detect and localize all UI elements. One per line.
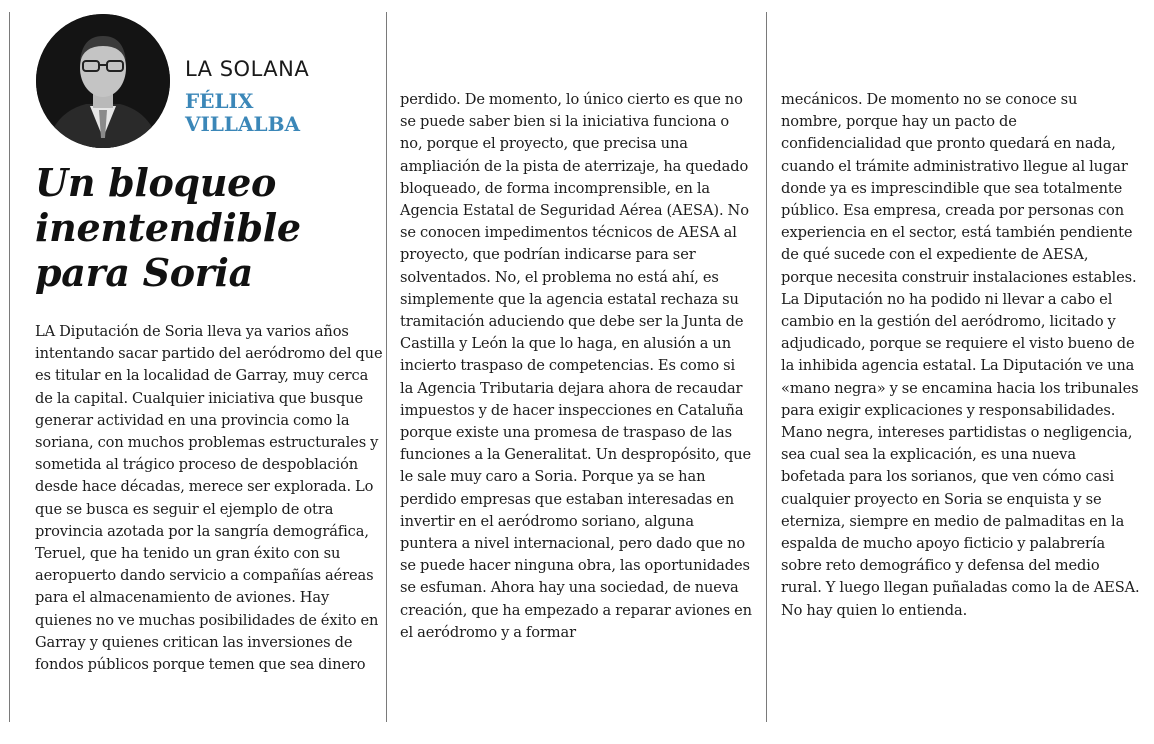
article-column-1 bbox=[35, 321, 385, 676]
headline: Un bloqueo inentendible para Soria bbox=[35, 160, 301, 295]
article-text-col2: perdido. De momento, lo único cierto es que no se puede saber bien si la iniciativa funciona o no, porque el proyecto, que precisa una ampliación de la pista de aterrizaje, ha quedado bloqueado, de forma incomprensible, en la Agencia Estatal de Seguridad Aérea (AESA). No se conocen impedimentos técnicos de AESA al proyecto, que podrían indicarse para ser solventados. No, el problema no está ahí, es simplemente que la agencia estatal rechaza su tramitación aduciendo que debe ser la Junta de Castilla y León la que lo haga, en alusión a un incierto traspaso de competencias. Es como si la Agencia Tributaria dejara ahora de recaudar impuestos y de hacer inspecciones en Cataluña porque existe una promesa de traspaso de las funciones a la Generalitat. Un despropósito, que le sale muy caro a Soria. Porque ya se han perdido empresas que estaban interesadas en invertir en el aeródromo soriano, alguna puntera a nivel internacional, pero dado que no se puede hacer ninguna obra, las oportunidades se esfuman. Ahora hay una sociedad, de nueva creación, que ha empezado a reparar aviones en el aeródromo y a formar bbox=[400, 91, 752, 641]
article-column-3 bbox=[781, 89, 1141, 622]
article-text-col3: mecánicos. De momento no se conoce su nombre, porque hay un pacto de confidencialidad que pronto quedará en nada, cuando el trámite administrativo llegue al lugar donde ya es imprescindible que sea totalmente público. Esa empresa, creada por personas con experiencia en el sector, está también pendiente de qué sucede con el expediente de AESA, porque necesita construir instalaciones estables. La Diputación no ha podido ni llevar a cabo el cambio en la gestión del aeródromo, licitado y adjudicado, porque se requiere el visto bueno de la inhibida agencia estatal. La Diputación ve una «mano negra» y se encamina hacia los tribunales para exigir explicaciones y responsabilidades. Mano negra, intereses partidistas o negligencia, sea cual sea la explicación, es una nueva bofetada para los sorianos, que ven cómo casi cualquier proyecto en Soria se enquista y se eterniza, siempre en medio de palmaditas en la espalda de mucho apoyo ficticio y palabrería sobre reto demográfico y defensa del medio rural. Y luego llegan puñaladas como la de AESA. No hay quien lo entienda. bbox=[781, 91, 1140, 619]
author-portrait-icon bbox=[36, 14, 170, 148]
left-edge-rule bbox=[9, 12, 10, 722]
author-portrait bbox=[36, 14, 170, 148]
section-label: LA SOLANA bbox=[185, 57, 310, 81]
author-last-name: VILLALBA bbox=[185, 112, 300, 136]
author-first-name: FÉLIX bbox=[185, 89, 254, 113]
article-text-col1: LA Diputación de Soria lleva ya varios años intentando sacar partido del aeródromo del que es titular en la localidad de Garray, muy cerca de la capital. Cualquier iniciativa que busque generar actividad en una provincia como la soriana, con muchos problemas estructurales y sometida al trágico proceso de despoblación desde hace décadas, merece ser explorada. Lo que se busca es seguir el ejemplo de otra provincia azotada por la sangría demográfica, Teruel, que ha tenido un gran éxito con su aeropuerto dando servicio a compañías aéreas para el almacenamiento de aviones. Hay quienes no ve muchas posibilidades de éxito en Garray y quienes critican las inversiones de fondos públicos porque temen que sea dinero bbox=[35, 323, 383, 674]
column-divider-1 bbox=[386, 12, 387, 722]
article-column-2 bbox=[400, 89, 752, 644]
author-name bbox=[185, 90, 375, 136]
column-divider-2 bbox=[766, 12, 767, 722]
